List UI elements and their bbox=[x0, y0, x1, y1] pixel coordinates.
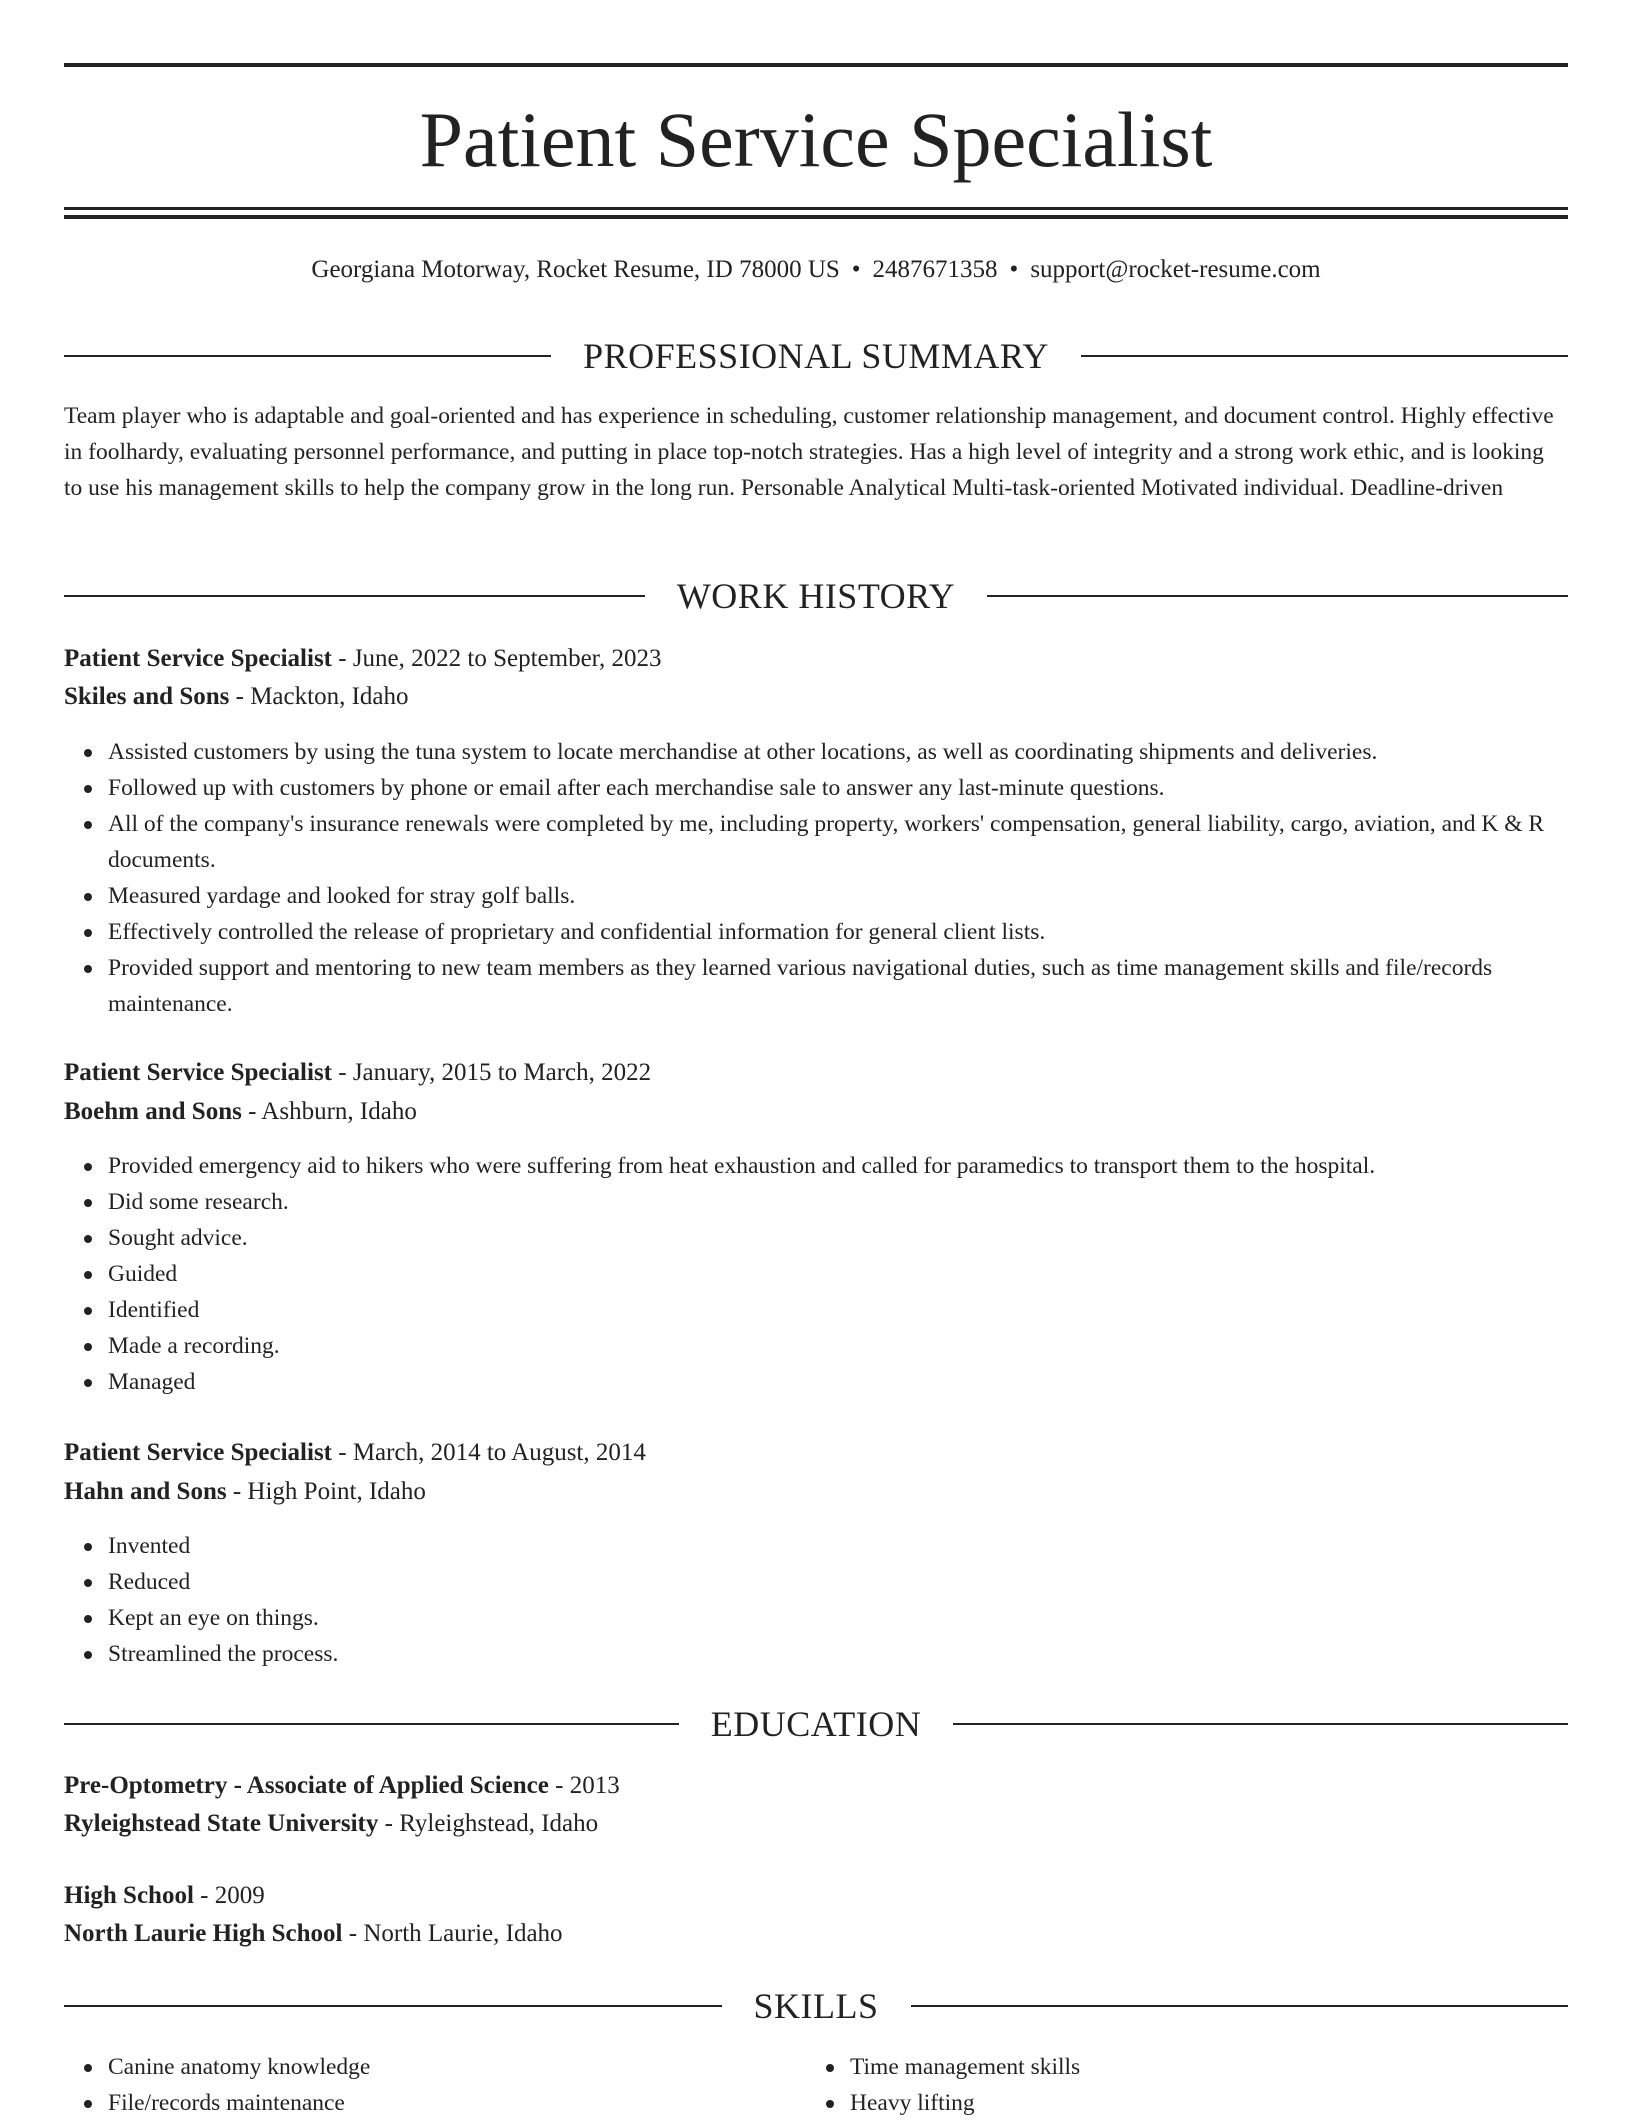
job-company: Skiles and Sons bbox=[64, 683, 230, 710]
section-header-summary bbox=[64, 334, 1568, 378]
job-company-line bbox=[64, 1094, 1568, 1130]
header-rule-lower bbox=[64, 215, 1568, 219]
section-title-skills: SKILLS bbox=[753, 1986, 879, 2026]
section-rule-right bbox=[953, 1723, 1568, 1725]
list-item: Managed bbox=[108, 1364, 1612, 1400]
skill-item: Time management skills bbox=[850, 2049, 1550, 2085]
top-rule bbox=[64, 63, 1568, 67]
list-item: Sought advice. bbox=[108, 1220, 1612, 1256]
list-item: Reduced bbox=[108, 1564, 1612, 1600]
section-rule-left bbox=[64, 1723, 679, 1725]
job-company: Hahn and Sons bbox=[64, 1478, 227, 1505]
education-school-line bbox=[64, 1916, 1568, 1952]
education-degree: Pre-Optometry - Associate of Applied Science bbox=[64, 1772, 549, 1799]
job-title: Patient Service Specialist bbox=[64, 1059, 332, 1086]
education-location: - Ryleighstead, Idaho bbox=[378, 1810, 599, 1837]
job-location: - Ashburn, Idaho bbox=[241, 1098, 417, 1125]
list-item: Guided bbox=[108, 1256, 1612, 1292]
list-item: Measured yardage and looked for stray golf balls. bbox=[108, 878, 1612, 914]
list-item: Effectively controlled the release of proprietary and confidential information for general client lists. bbox=[108, 914, 1612, 950]
job-bullets bbox=[64, 1528, 1612, 1672]
job-title: Patient Service Specialist bbox=[64, 1439, 332, 1466]
section-header-skills bbox=[64, 1984, 1568, 2028]
list-item: All of the company's insurance renewals were completed by me, including property, workers' compensation, general liability, cargo, aviation, and K & R documents. bbox=[108, 806, 1612, 878]
section-rule-right bbox=[987, 595, 1568, 597]
job-company-line bbox=[64, 679, 1568, 715]
section-rule-right bbox=[1081, 355, 1568, 357]
education-school: North Laurie High School bbox=[64, 1920, 343, 1947]
section-title-education: EDUCATION bbox=[710, 1704, 922, 1744]
list-item: Kept an eye on things. bbox=[108, 1600, 1612, 1636]
list-item: Invented bbox=[108, 1528, 1612, 1564]
list-item: Identified bbox=[108, 1292, 1612, 1328]
education-degree: High School bbox=[64, 1882, 194, 1909]
job-title-line bbox=[64, 1055, 1568, 1091]
contact-email: support@rocket-resume.com bbox=[1030, 256, 1321, 283]
contact-phone: 2487671358 bbox=[872, 256, 998, 283]
job-dates: - January, 2015 to March, 2022 bbox=[332, 1059, 652, 1086]
skill-item: Heavy lifting bbox=[850, 2085, 1550, 2121]
list-item: Made a recording. bbox=[108, 1328, 1612, 1364]
job-dates: - March, 2014 to August, 2014 bbox=[332, 1439, 646, 1466]
education-school-line bbox=[64, 1806, 1568, 1842]
education-year: - 2009 bbox=[193, 1882, 265, 1909]
list-item: Provided support and mentoring to new team members as they learned various navigational duties, such as time management skills and file/records maintenance. bbox=[108, 950, 1612, 1022]
contact-separator: • bbox=[1009, 256, 1019, 283]
job-location: - High Point, Idaho bbox=[226, 1478, 426, 1505]
job-title-line bbox=[64, 641, 1568, 677]
job-title-line bbox=[64, 1435, 1568, 1471]
header-rule-upper bbox=[64, 207, 1568, 210]
list-item: Did some research. bbox=[108, 1184, 1612, 1220]
job-dates: - June, 2022 to September, 2023 bbox=[332, 645, 662, 672]
skill-item: File/records maintenance bbox=[108, 2085, 808, 2121]
summary-text: Team player who is adaptable and goal-oriented and has experience in scheduling, customer relationship management, and document control. Highly effective in foolhardy, evaluating personnel performance, and putting in place top-notch strategies. Has a high level of integrity and a strong work ethic, and is looking to use his management skills to help the company grow in the long run. Personable Analytical Multi-task-oriented Motivated individual. Deadline-driven bbox=[64, 403, 1554, 501]
list-item: Followed up with customers by phone or email after each merchandise sale to answer any last-minute questions. bbox=[108, 770, 1612, 806]
contact-line bbox=[64, 252, 1568, 288]
section-rule-left bbox=[64, 595, 645, 597]
list-item: Streamlined the process. bbox=[108, 1636, 1612, 1672]
job-title: Patient Service Specialist bbox=[64, 645, 332, 672]
section-header-work bbox=[64, 574, 1568, 618]
contact-address: Georgiana Motorway, Rocket Resume, ID 78000 US bbox=[311, 256, 840, 283]
job-company-line bbox=[64, 1474, 1568, 1510]
job-company: Boehm and Sons bbox=[64, 1098, 242, 1125]
section-header-education bbox=[64, 1702, 1568, 1746]
job-location: - Mackton, Idaho bbox=[229, 683, 409, 710]
education-school: Ryleighstead State University bbox=[64, 1810, 379, 1837]
section-rule-left bbox=[64, 2005, 722, 2007]
job-bullets bbox=[64, 734, 1612, 1022]
section-rule-left bbox=[64, 355, 551, 357]
contact-separator: • bbox=[851, 256, 861, 283]
education-degree-line bbox=[64, 1878, 1568, 1914]
job-bullets bbox=[64, 1148, 1612, 1400]
skills-list-right bbox=[806, 2049, 1550, 2121]
skills-list-left bbox=[64, 2049, 808, 2121]
resume-name: Patient Service Specialist bbox=[419, 96, 1213, 183]
skill-item: Canine anatomy knowledge bbox=[108, 2049, 808, 2085]
section-title-work: WORK HISTORY bbox=[676, 576, 956, 616]
list-item: Provided emergency aid to hikers who were suffering from heat exhaustion and called for paramedics to transport them to the hospital. bbox=[108, 1148, 1612, 1184]
section-rule-right bbox=[911, 2005, 1569, 2007]
education-year: - 2013 bbox=[548, 1772, 620, 1799]
section-title-summary: PROFESSIONAL SUMMARY bbox=[583, 336, 1049, 376]
education-location: - North Laurie, Idaho bbox=[342, 1920, 563, 1947]
list-item: Assisted customers by using the tuna system to locate merchandise at other locations, as well as coordinating shipments and deliveries. bbox=[108, 734, 1612, 770]
education-degree-line bbox=[64, 1768, 1568, 1804]
